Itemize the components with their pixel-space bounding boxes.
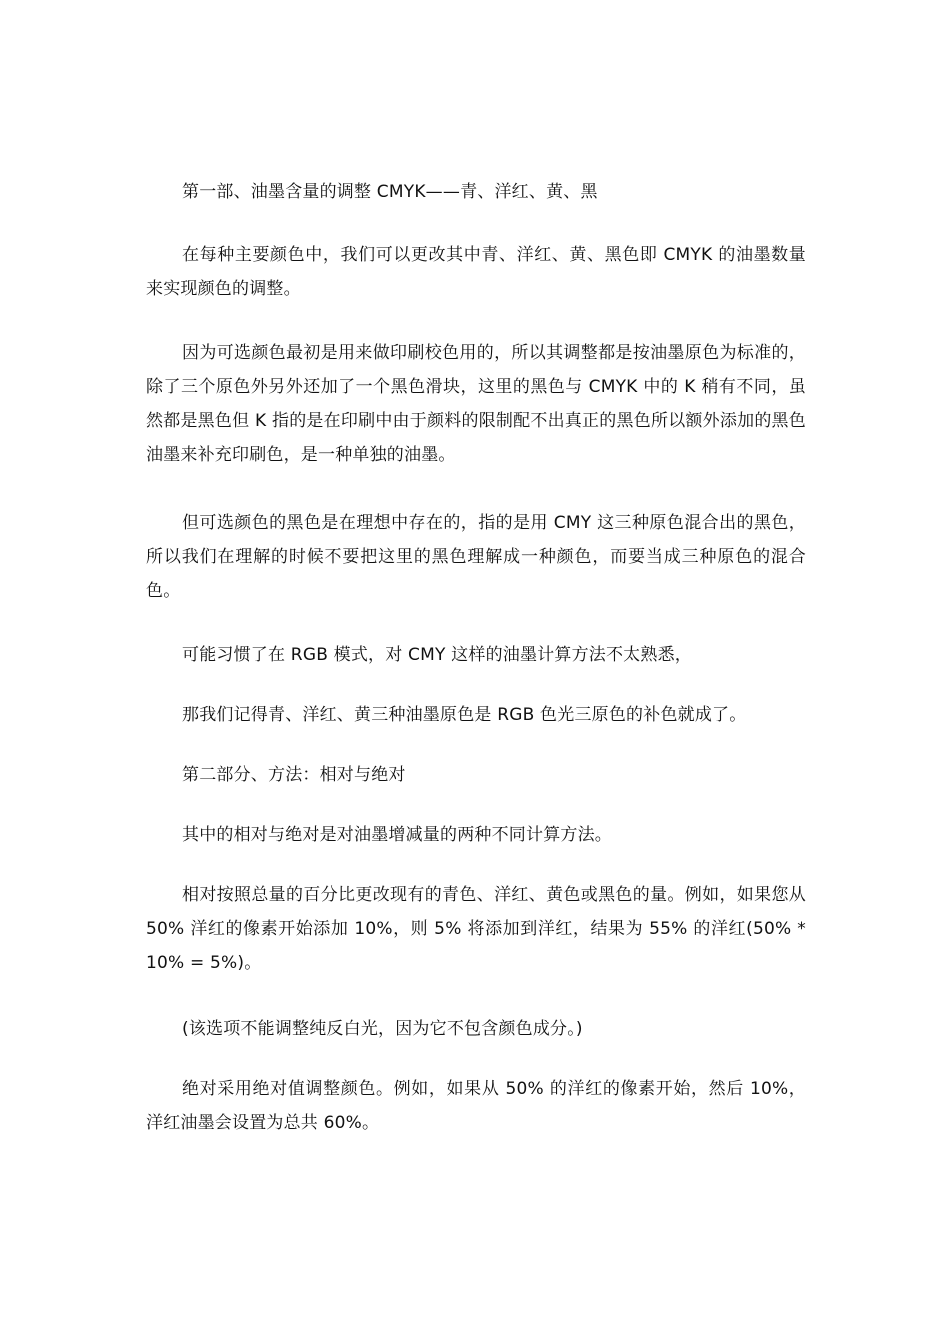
section-heading-method: 第二部分、方法：相对与绝对 [182,765,406,785]
paragraph-absolute: 绝对采用绝对值调整颜色。例如，如果从 50% 的洋红的像素开始，然后 10%，洋红油墨会设置为总共 60%。 [146,1079,806,1133]
paragraph-method-intro: 其中的相对与绝对是对油墨增减量的两种不同计算方法。 [182,825,612,845]
paragraph-relative: 相对按照总量的百分比更改现有的青色、洋红、黄色或黑色的量。例如，如果您从 50% 洋红的像素开始添加 10%，则 5% 将添加到洋红，结果为 55% 的洋红(50% * 10% = 5%)。 [146,885,806,973]
paragraph-complementary: 那我们记得青、洋红、黄三种油墨原色是 RGB 色光三原色的补色就成了。 [182,705,747,725]
paragraph-black-slider: 因为可选颜色最初是用来做印刷校色用的，所以其调整都是按油墨原色为标准的，除了三个原色外另外还加了一个黑色滑块，这里的黑色与 CMYK 中的 K 稍有不同，虽然都是黑色但 K 指的是在印刷中由于颜料的限制配不出真正的黑色所以额外添加的黑色油墨来补充印刷色，是一种单独的油墨。 [146,343,806,465]
paragraph-relative-note: (该选项不能调整纯反白光，因为它不包含颜色成分。) [182,1019,583,1039]
section-heading-cmyk: 第一部、油墨含量的调整 CMYK——青、洋红、黄、黑 [182,182,598,202]
paragraph-rgb-habit: 可能习惯了在 RGB 模式，对 CMY 这样的油墨计算方法不太熟悉， [182,645,692,665]
paragraph-cmy-black: 但可选颜色的黑色是在理想中存在的，指的是用 CMY 这三种原色混合出的黑色，所以我们在理解的时候不要把这里的黑色理解成一种颜色，而要当成三种原色的混合色。 [146,513,806,601]
paragraph-cmyk-intro: 在每种主要颜色中，我们可以更改其中青、洋红、黄、黑色即 CMYK 的油墨数量来实现颜色的调整。 [146,245,806,299]
